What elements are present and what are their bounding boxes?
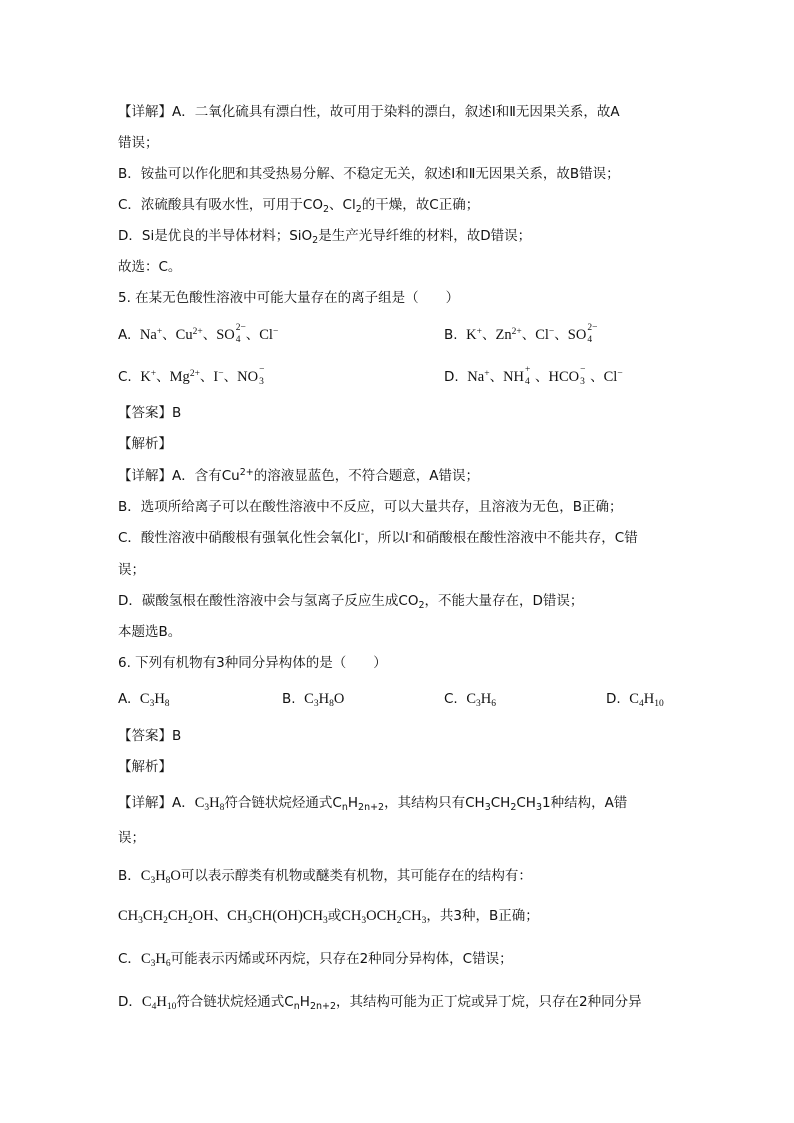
- q5-explain-line-3: C．酸性溶液中硝酸根有强氧化性会氧化I-，所以I-和硝酸根在酸性溶液中不能共存，C错: [118, 529, 638, 546]
- q4-explain-line-4: C．浓硫酸具有吸水性，可用于$CO_2$、$Cl_2$的干燥，故C正确；: [118, 197, 480, 215]
- q6-option-d: D. $C_4H_{10}$: [606, 691, 664, 709]
- q5-explain-line-4: 误；: [118, 562, 145, 578]
- q6-explain-line-2: 误；: [118, 830, 145, 846]
- q6-explain-line-3: B．$C_3H_8O$可以表示醇类有机物或醚类有机物，其可能存在的结构有：: [118, 868, 532, 886]
- q6-explain-line-4: $CH_3CH_2CH_2OH$、$CH_3CH(OH)CH_3$或$CH_3OCH_2CH_3$，共3种，B正确；: [118, 908, 539, 926]
- q5-option-b: B. K+、$Zn^{2+}$、Cl−、SO 2− 4: [444, 322, 598, 345]
- q5-option-c: C. K+、$Mg^{2+}$、I−、NO − 3: [118, 364, 265, 387]
- q6-explain-line-5: C．$C_3H_6$可能表示丙烯或环丙烷，只存在2种同分异构体，C错误；: [118, 951, 513, 969]
- q6-explain-line-6: D．$C_4H_{10}$符合链状烷烃通式$C_nH_{2n+2}$，其结构可能为正丁烷或异丁烷，只存在2种同分异: [118, 994, 642, 1012]
- q5-explain-line-5: D．碳酸氢根在酸性溶液中会与氢离子反应生成$CO_2$，不能大量存在，D错误；: [118, 593, 584, 611]
- q5-explain-line-1: 【详解】A．含有$Cu^{2+}$的溶液显蓝色，不符合题意，A错误；: [118, 467, 479, 484]
- q4-explain-line-5: D．Si是优良的半导体材料；SiO$_2$是生产光导纤维的材料，故D错误；: [118, 228, 532, 246]
- q5-option-a: A. Na+、$Cu^{2+}$、SO 2− 4 、Cl−: [118, 322, 279, 345]
- q6-analysis-heading: 【解析】: [118, 759, 172, 775]
- q6-option-a: A. $C_3H_8$: [118, 691, 170, 709]
- q4-explain-line-2: 错误；: [118, 135, 159, 151]
- q4-explain-line-1: 【详解】A．二氧化硫具有漂白性，故可用于染料的漂白，叙述Ⅰ和Ⅱ无因果关系，故A: [118, 104, 620, 120]
- q4-conclusion: 故选：C。: [118, 259, 182, 275]
- q5-option-d: D. Na+、NH + 4 、HCO − 3 、Cl−: [444, 364, 623, 387]
- q4-explain-line-3: B．铵盐可以作化肥和其受热易分解、不稳定无关，叙述Ⅰ和Ⅱ无因果关系，故B错误；: [118, 166, 620, 182]
- q5-explain-line-2: B．选项所给离子可以在酸性溶液中不反应，可以大量共存，且溶液为无色，B正确；: [118, 499, 623, 515]
- q6-option-c: C. $C_3H_6$: [444, 691, 496, 709]
- q6-stem: 6. 下列有机物有3种同分异构体的是（ ）: [118, 655, 387, 671]
- q6-option-b: B. $C_3H_8O$: [282, 691, 345, 709]
- q5-answer: 【答案】B: [118, 405, 182, 421]
- q5-stem: 5. 在某无色酸性溶液中可能大量存在的离子组是（ ）: [118, 290, 460, 306]
- q6-answer: 【答案】B: [118, 728, 182, 744]
- q5-conclusion: 本题选B。: [118, 624, 182, 640]
- q5-analysis-heading: 【解析】: [118, 436, 172, 452]
- q6-explain-line-1: 【详解】A．$C_3H_8$符合链状烷烃通式$C_nH_{2n+2}$，其结构只有$CH_3CH_2CH_31$种结构，A错: [118, 795, 628, 813]
